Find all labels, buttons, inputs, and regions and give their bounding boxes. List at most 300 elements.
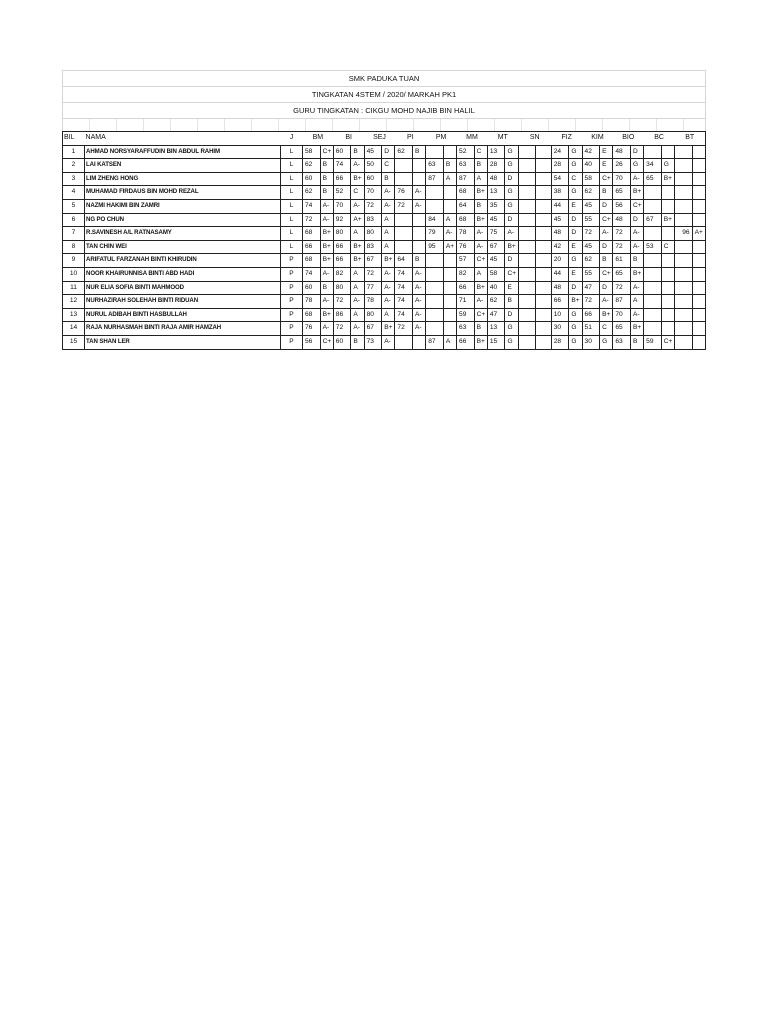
score-cell: 45 bbox=[487, 213, 505, 227]
score-cell: 78 bbox=[364, 295, 382, 309]
gender-cell: L bbox=[280, 213, 302, 227]
grade-cell: B+ bbox=[351, 240, 364, 254]
grade-cell: B+ bbox=[474, 186, 487, 200]
grade-cell: A bbox=[382, 308, 395, 322]
score-cell: 45 bbox=[582, 240, 600, 254]
grade-cell: B+ bbox=[569, 295, 582, 309]
grade-cell bbox=[443, 322, 456, 336]
score-cell: 76 bbox=[457, 240, 475, 254]
grade-cell bbox=[692, 335, 705, 349]
score-cell: 74 bbox=[395, 308, 413, 322]
score-cell: 95 bbox=[426, 240, 444, 254]
score-cell bbox=[644, 308, 662, 322]
score-cell: 72 bbox=[364, 199, 382, 213]
grade-cell: B bbox=[474, 322, 487, 336]
grade-cell: A- bbox=[382, 335, 395, 349]
score-cell: 68 bbox=[302, 227, 320, 241]
score-cell bbox=[518, 240, 536, 254]
grade-cell: B+ bbox=[661, 172, 674, 186]
col-j: J bbox=[280, 132, 302, 146]
class-teacher: GURU TINGKATAN : CIKGU MOHD NAJIB BIN HALIL bbox=[62, 102, 706, 118]
score-cell bbox=[518, 227, 536, 241]
score-cell: 76 bbox=[302, 322, 320, 336]
school-name: SMK PADUKA TUAN bbox=[62, 70, 706, 86]
score-cell: 55 bbox=[582, 213, 600, 227]
grade-cell: G bbox=[569, 308, 582, 322]
grade-cell: A- bbox=[413, 295, 426, 309]
score-cell bbox=[675, 295, 693, 309]
score-cell: 24 bbox=[551, 145, 569, 159]
grade-cell bbox=[536, 335, 551, 349]
grade-cell: D bbox=[630, 145, 643, 159]
table-row bbox=[63, 145, 706, 159]
grade-cell: B bbox=[320, 281, 333, 295]
score-cell bbox=[675, 308, 693, 322]
grade-cell bbox=[443, 199, 456, 213]
grade-cell bbox=[536, 159, 551, 173]
table-row bbox=[63, 254, 706, 268]
grade-cell: B+ bbox=[351, 254, 364, 268]
score-cell bbox=[644, 267, 662, 281]
grade-cell: B+ bbox=[320, 254, 333, 268]
score-cell: 60 bbox=[302, 281, 320, 295]
grade-cell: A+ bbox=[351, 213, 364, 227]
grade-cell bbox=[413, 227, 426, 241]
score-cell: 72 bbox=[613, 240, 631, 254]
grade-cell: D bbox=[505, 172, 518, 186]
grade-cell bbox=[692, 159, 705, 173]
score-cell: 68 bbox=[457, 186, 475, 200]
grade-cell: B bbox=[320, 172, 333, 186]
grade-cell bbox=[661, 295, 674, 309]
grade-cell: A- bbox=[474, 240, 487, 254]
score-cell bbox=[644, 254, 662, 268]
grade-cell bbox=[413, 335, 426, 349]
grade-cell: A- bbox=[443, 227, 456, 241]
gender-cell: P bbox=[280, 281, 302, 295]
grade-cell: B bbox=[630, 254, 643, 268]
score-cell bbox=[644, 186, 662, 200]
grade-cell: A- bbox=[630, 227, 643, 241]
grade-cell: B bbox=[413, 145, 426, 159]
score-cell: 53 bbox=[644, 240, 662, 254]
score-cell: 92 bbox=[333, 213, 351, 227]
score-cell: 48 bbox=[551, 227, 569, 241]
grade-cell bbox=[661, 254, 674, 268]
grade-cell: A- bbox=[382, 295, 395, 309]
bil-cell: 6 bbox=[63, 213, 85, 227]
score-cell bbox=[518, 295, 536, 309]
grade-cell bbox=[692, 308, 705, 322]
grade-cell bbox=[413, 213, 426, 227]
score-cell: 52 bbox=[333, 186, 351, 200]
table-row bbox=[63, 159, 706, 173]
score-cell: 80 bbox=[333, 281, 351, 295]
gender-cell: L bbox=[280, 159, 302, 173]
score-cell bbox=[675, 267, 693, 281]
score-cell: 70 bbox=[613, 308, 631, 322]
grade-cell: G bbox=[630, 159, 643, 173]
grade-cell: C+ bbox=[600, 267, 613, 281]
grade-cell: B bbox=[630, 335, 643, 349]
col-subject: PI bbox=[395, 132, 426, 146]
score-cell: 78 bbox=[302, 295, 320, 309]
grade-cell: G bbox=[600, 335, 613, 349]
score-cell bbox=[675, 322, 693, 336]
grade-cell: G bbox=[505, 145, 518, 159]
gender-cell: P bbox=[280, 295, 302, 309]
score-cell: 57 bbox=[457, 254, 475, 268]
grade-cell bbox=[536, 322, 551, 336]
score-cell: 72 bbox=[364, 267, 382, 281]
grade-cell: A- bbox=[320, 213, 333, 227]
score-cell bbox=[518, 172, 536, 186]
grade-cell: A- bbox=[351, 159, 364, 173]
grade-cell bbox=[661, 186, 674, 200]
score-cell: 60 bbox=[333, 335, 351, 349]
grade-cell: D bbox=[600, 281, 613, 295]
score-cell: 26 bbox=[613, 159, 631, 173]
grade-cell: B bbox=[600, 186, 613, 200]
grade-cell: A+ bbox=[443, 240, 456, 254]
grade-cell bbox=[443, 254, 456, 268]
grade-cell: A- bbox=[351, 199, 364, 213]
grade-cell: D bbox=[600, 199, 613, 213]
score-cell: 56 bbox=[302, 335, 320, 349]
score-cell: 74 bbox=[395, 281, 413, 295]
grade-cell bbox=[536, 254, 551, 268]
grade-cell bbox=[661, 322, 674, 336]
score-cell bbox=[518, 159, 536, 173]
score-cell: 74 bbox=[395, 267, 413, 281]
grade-cell: A bbox=[382, 227, 395, 241]
table-row bbox=[63, 172, 706, 186]
grade-cell bbox=[661, 227, 674, 241]
col-subject: MT bbox=[487, 132, 518, 146]
grade-cell bbox=[536, 295, 551, 309]
grade-cell: C+ bbox=[474, 254, 487, 268]
score-cell bbox=[395, 159, 413, 173]
score-cell: 74 bbox=[302, 267, 320, 281]
col-bil: BIL bbox=[63, 132, 85, 146]
name-cell: NURHAZIRAH SOLEHAH BINTI RIDUAN bbox=[85, 295, 281, 309]
spacer-row bbox=[62, 118, 706, 131]
score-cell: 52 bbox=[457, 145, 475, 159]
score-cell: 48 bbox=[551, 281, 569, 295]
score-cell: 66 bbox=[333, 172, 351, 186]
name-cell: TAN CHIN WEI bbox=[85, 240, 281, 254]
score-cell bbox=[644, 281, 662, 295]
grade-cell: A bbox=[443, 335, 456, 349]
score-cell: 72 bbox=[395, 199, 413, 213]
gender-cell: P bbox=[280, 254, 302, 268]
student-rows bbox=[63, 145, 706, 349]
table-row bbox=[63, 186, 706, 200]
grade-cell: A bbox=[351, 281, 364, 295]
grade-cell bbox=[692, 186, 705, 200]
score-cell: 76 bbox=[395, 186, 413, 200]
gender-cell: L bbox=[280, 240, 302, 254]
bil-cell: 9 bbox=[63, 254, 85, 268]
grade-cell bbox=[536, 213, 551, 227]
bil-cell: 14 bbox=[63, 322, 85, 336]
name-cell: NUR ELIA SOFIA BINTI MAHMOOD bbox=[85, 281, 281, 295]
header-row bbox=[63, 132, 706, 146]
score-cell: 64 bbox=[457, 199, 475, 213]
bil-cell: 12 bbox=[63, 295, 85, 309]
grade-cell: D bbox=[600, 240, 613, 254]
score-cell: 42 bbox=[582, 145, 600, 159]
score-cell: 48 bbox=[613, 213, 631, 227]
score-cell bbox=[644, 227, 662, 241]
score-cell: 47 bbox=[487, 308, 505, 322]
grade-cell: G bbox=[569, 186, 582, 200]
grade-cell: G bbox=[661, 159, 674, 173]
gender-cell: L bbox=[280, 172, 302, 186]
name-cell: LAI KATSEN bbox=[85, 159, 281, 173]
score-cell bbox=[395, 240, 413, 254]
score-cell: 62 bbox=[395, 145, 413, 159]
bil-cell: 11 bbox=[63, 281, 85, 295]
score-cell: 63 bbox=[457, 159, 475, 173]
grade-cell bbox=[692, 322, 705, 336]
grade-cell: C bbox=[351, 186, 364, 200]
score-cell: 42 bbox=[551, 240, 569, 254]
score-cell: 68 bbox=[457, 213, 475, 227]
grade-cell: B bbox=[474, 159, 487, 173]
grade-cell: G bbox=[505, 335, 518, 349]
table-row bbox=[63, 213, 706, 227]
grade-cell: B+ bbox=[474, 281, 487, 295]
grade-cell: E bbox=[569, 199, 582, 213]
score-cell: 87 bbox=[426, 335, 444, 349]
score-cell bbox=[675, 281, 693, 295]
score-cell bbox=[518, 308, 536, 322]
grade-cell: A- bbox=[413, 186, 426, 200]
score-cell bbox=[426, 199, 444, 213]
score-cell: 66 bbox=[333, 254, 351, 268]
grade-cell: E bbox=[569, 267, 582, 281]
grade-cell: A- bbox=[630, 308, 643, 322]
gender-cell: P bbox=[280, 267, 302, 281]
score-cell: 80 bbox=[364, 308, 382, 322]
grade-cell: A- bbox=[382, 281, 395, 295]
grade-cell: A bbox=[351, 267, 364, 281]
grade-cell: B+ bbox=[630, 186, 643, 200]
col-subject: BI bbox=[333, 132, 364, 146]
score-cell: 80 bbox=[364, 227, 382, 241]
grade-cell bbox=[536, 186, 551, 200]
grade-cell: B+ bbox=[630, 322, 643, 336]
table-row bbox=[63, 308, 706, 322]
score-cell bbox=[644, 199, 662, 213]
grade-cell: D bbox=[382, 145, 395, 159]
score-cell bbox=[426, 186, 444, 200]
bil-cell: 3 bbox=[63, 172, 85, 186]
score-cell: 66 bbox=[582, 308, 600, 322]
grade-cell: G bbox=[505, 199, 518, 213]
grade-cell: A- bbox=[413, 267, 426, 281]
grade-cell: B bbox=[413, 254, 426, 268]
grade-cell bbox=[661, 308, 674, 322]
score-cell: 79 bbox=[426, 227, 444, 241]
grade-cell bbox=[692, 199, 705, 213]
score-cell: 66 bbox=[457, 335, 475, 349]
grade-cell: A- bbox=[474, 295, 487, 309]
grade-cell: A bbox=[630, 295, 643, 309]
grade-cell: A- bbox=[382, 199, 395, 213]
score-cell: 48 bbox=[613, 145, 631, 159]
score-cell: 48 bbox=[487, 172, 505, 186]
grade-cell: A- bbox=[505, 227, 518, 241]
bil-cell: 2 bbox=[63, 159, 85, 173]
score-cell: 59 bbox=[457, 308, 475, 322]
score-cell bbox=[395, 172, 413, 186]
grade-cell: C+ bbox=[505, 267, 518, 281]
grade-cell: D bbox=[569, 281, 582, 295]
score-cell: 20 bbox=[551, 254, 569, 268]
grade-cell bbox=[661, 145, 674, 159]
bil-cell: 5 bbox=[63, 199, 85, 213]
score-cell: 60 bbox=[333, 145, 351, 159]
score-cell: 58 bbox=[302, 145, 320, 159]
score-cell: 62 bbox=[582, 254, 600, 268]
gender-cell: P bbox=[280, 322, 302, 336]
grade-cell: E bbox=[600, 145, 613, 159]
grade-cell: A bbox=[474, 267, 487, 281]
grade-cell: C+ bbox=[661, 335, 674, 349]
class-info: TINGKATAN 4STEM / 2020/ MARKAH PK1 bbox=[62, 86, 706, 102]
table-row bbox=[63, 227, 706, 241]
bil-cell: 4 bbox=[63, 186, 85, 200]
grade-cell: C bbox=[600, 322, 613, 336]
grade-cell: B bbox=[351, 145, 364, 159]
score-cell: 13 bbox=[487, 186, 505, 200]
grade-cell bbox=[536, 240, 551, 254]
grade-cell: B+ bbox=[505, 240, 518, 254]
score-cell bbox=[644, 322, 662, 336]
name-cell: AHMAD NORSYARAFFUDIN BIN ABDUL RAHIM bbox=[85, 145, 281, 159]
score-cell bbox=[675, 186, 693, 200]
grade-cell bbox=[692, 145, 705, 159]
grade-cell bbox=[443, 308, 456, 322]
col-nama: NAMA bbox=[85, 132, 281, 146]
grade-cell: A- bbox=[413, 322, 426, 336]
score-cell bbox=[426, 295, 444, 309]
score-cell: 62 bbox=[302, 159, 320, 173]
marks-table bbox=[62, 131, 706, 350]
grade-cell: B+ bbox=[351, 172, 364, 186]
score-cell bbox=[426, 322, 444, 336]
score-cell: 45 bbox=[551, 213, 569, 227]
score-cell: 50 bbox=[364, 159, 382, 173]
score-cell: 34 bbox=[644, 159, 662, 173]
score-cell: 72 bbox=[333, 322, 351, 336]
grade-cell: G bbox=[569, 322, 582, 336]
score-cell: 65 bbox=[613, 267, 631, 281]
grade-cell bbox=[536, 172, 551, 186]
marks-sheet bbox=[62, 70, 706, 350]
grade-cell: A bbox=[382, 213, 395, 227]
score-cell: 45 bbox=[364, 145, 382, 159]
grade-cell: A- bbox=[413, 281, 426, 295]
score-cell: 66 bbox=[551, 295, 569, 309]
score-cell bbox=[518, 213, 536, 227]
score-cell: 66 bbox=[333, 240, 351, 254]
score-cell: 82 bbox=[457, 267, 475, 281]
gender-cell: L bbox=[280, 145, 302, 159]
grade-cell: A bbox=[474, 172, 487, 186]
grade-cell bbox=[692, 295, 705, 309]
grade-cell bbox=[692, 240, 705, 254]
grade-cell: C bbox=[382, 159, 395, 173]
score-cell bbox=[518, 145, 536, 159]
grade-cell: G bbox=[569, 145, 582, 159]
grade-cell: B+ bbox=[474, 213, 487, 227]
grade-cell: C+ bbox=[320, 335, 333, 349]
grade-cell: B+ bbox=[382, 254, 395, 268]
grade-cell: C bbox=[661, 240, 674, 254]
score-cell bbox=[675, 159, 693, 173]
grade-cell bbox=[443, 145, 456, 159]
grade-cell: D bbox=[505, 308, 518, 322]
score-cell: 72 bbox=[302, 213, 320, 227]
grade-cell: B bbox=[600, 254, 613, 268]
score-cell: 65 bbox=[613, 186, 631, 200]
grade-cell: A- bbox=[630, 172, 643, 186]
grade-cell bbox=[443, 267, 456, 281]
grade-cell: D bbox=[569, 213, 582, 227]
score-cell: 83 bbox=[364, 240, 382, 254]
bil-cell: 1 bbox=[63, 145, 85, 159]
score-cell bbox=[426, 267, 444, 281]
gender-cell: L bbox=[280, 199, 302, 213]
grade-cell: D bbox=[630, 213, 643, 227]
score-cell: 67 bbox=[364, 322, 382, 336]
bil-cell: 10 bbox=[63, 267, 85, 281]
score-cell: 68 bbox=[302, 254, 320, 268]
grade-cell: C+ bbox=[600, 213, 613, 227]
bil-cell: 8 bbox=[63, 240, 85, 254]
score-cell: 28 bbox=[551, 335, 569, 349]
grade-cell: C bbox=[569, 172, 582, 186]
name-cell: LIM ZHENG HONG bbox=[85, 172, 281, 186]
score-cell: 74 bbox=[302, 199, 320, 213]
grade-cell bbox=[443, 186, 456, 200]
score-cell: 28 bbox=[487, 159, 505, 173]
grade-cell: C bbox=[474, 145, 487, 159]
grade-cell bbox=[413, 172, 426, 186]
score-cell: 38 bbox=[551, 186, 569, 200]
grade-cell: E bbox=[505, 281, 518, 295]
grade-cell: G bbox=[569, 159, 582, 173]
score-cell: 86 bbox=[333, 308, 351, 322]
score-cell bbox=[675, 213, 693, 227]
score-cell: 44 bbox=[551, 199, 569, 213]
score-cell bbox=[426, 281, 444, 295]
score-cell bbox=[518, 254, 536, 268]
grade-cell: A- bbox=[600, 295, 613, 309]
score-cell: 87 bbox=[426, 172, 444, 186]
score-cell: 63 bbox=[457, 322, 475, 336]
grade-cell: C+ bbox=[600, 172, 613, 186]
score-cell: 74 bbox=[333, 159, 351, 173]
bil-cell: 13 bbox=[63, 308, 85, 322]
name-cell: R.SAVINESH A/L RATNASAMY bbox=[85, 227, 281, 241]
col-subject: BIO bbox=[613, 132, 644, 146]
score-cell: 67 bbox=[644, 213, 662, 227]
col-subject: KIM bbox=[582, 132, 613, 146]
